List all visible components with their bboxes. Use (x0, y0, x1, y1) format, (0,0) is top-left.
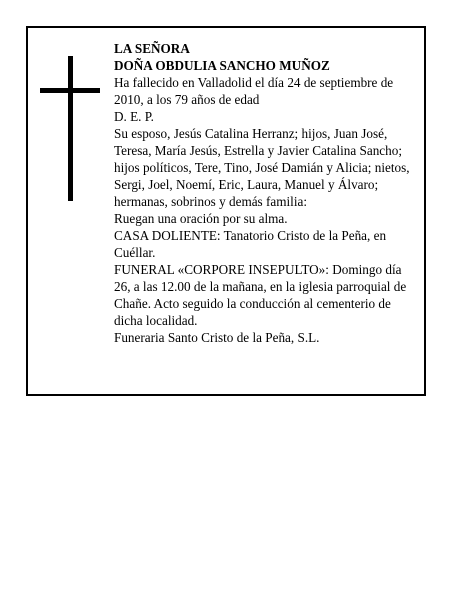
cross-icon (40, 56, 100, 201)
obituary-text (114, 40, 414, 346)
cross-horizontal-bar (40, 88, 100, 93)
deceased-name: DOÑA OBDULIA SANCHO MUÑOZ (114, 58, 330, 73)
casa-doliente: CASA DOLIENTE: Tanatorio Cristo de la Peña, en Cuéllar. (114, 228, 387, 260)
funeral-info: FUNERAL «CORPORE INSEPULTO»: Domingo día 26, a las 12.00 de la mañana, en la iglesia parroquial de Chañe. Acto seguido la conducción al cementerio de dicha localidad. (114, 262, 407, 328)
obituary-title: LA SEÑORA (114, 41, 190, 56)
dep-text: D. E. P. (114, 109, 154, 124)
prayer-request: Ruegan una oración por su alma. (114, 211, 288, 226)
cross-vertical-bar (68, 56, 73, 201)
obituary-notice (26, 26, 426, 396)
death-info: Ha fallecido en Valladolid el día 24 de septiembre de 2010, a los 79 años de edad (114, 75, 394, 107)
family-list: Su esposo, Jesús Catalina Herranz; hijos, Juan José, Teresa, María Jesús, Estrella y Javier Catalina Sancho; hijos políticos, Tere, Tino, José Damián y Alicia; nietos, Sergi, Joel, Noemí, Eric, Laura, Manuel y Álvaro; hermanas, sobrinos y demás familia: (114, 126, 410, 209)
funeraria-name: Funeraria Santo Cristo de la Peña, S.L. (114, 330, 320, 345)
